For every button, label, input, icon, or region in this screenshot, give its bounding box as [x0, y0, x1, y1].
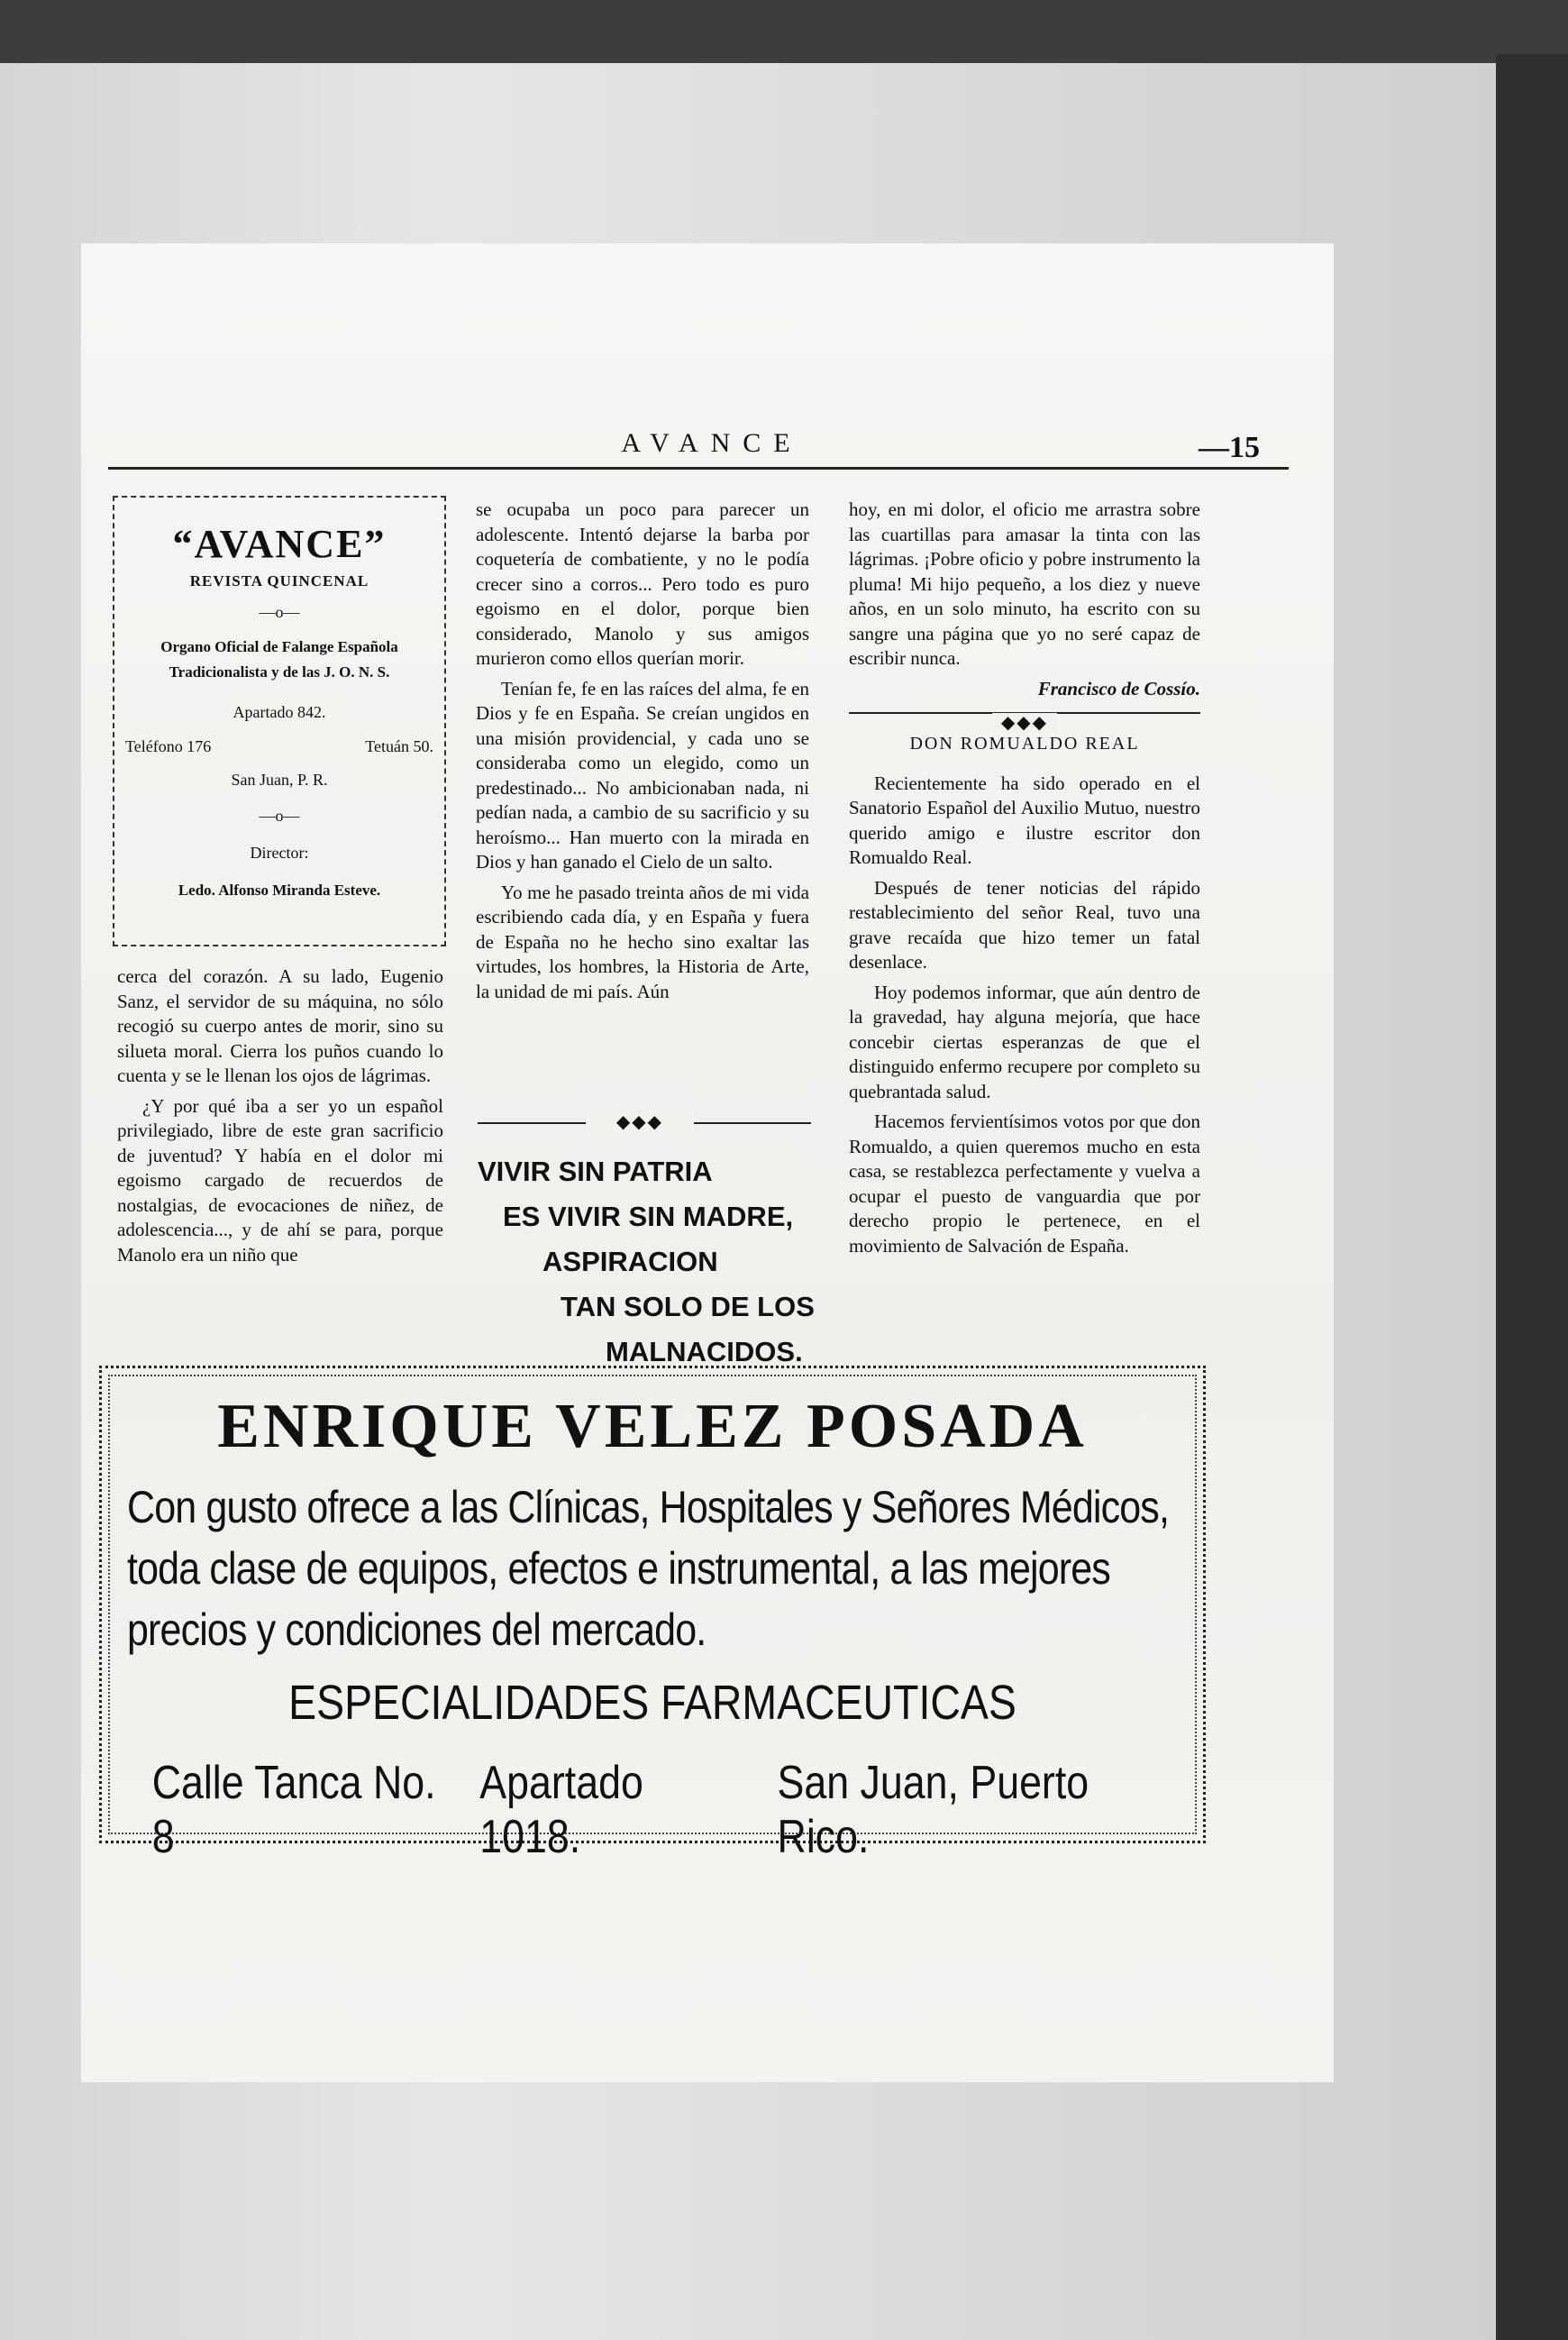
masthead-city: San Juan, P. R.: [231, 771, 328, 789]
column3-paragraph: Hoy podemos informar, que aún dentro de la gravedad, hay alguna mejoría, que hace concebir ciertas esperanzas de que el distinguido enfermo recupere por completo su quebrantada salud.: [849, 981, 1200, 1102]
column2-ornament: ◆◆◆: [586, 1111, 694, 1133]
section-subhead: DON ROMUALDO REAL: [909, 734, 1140, 754]
ad-city: San Juan, Puerto Rico.: [777, 1757, 1089, 1863]
column3-paragraph: Después de tener noticias del rápido restablecimiento del señor Real, tuvo una grave recaída que hizo temer un fatal desenlace.: [849, 876, 1200, 973]
masthead-separator-2: —o—: [259, 807, 300, 825]
masthead-director-label: Director:: [250, 844, 309, 862]
slogan-line: MALNACIDOS.: [606, 1336, 803, 1367]
column3-ornament: ◆◆◆: [992, 713, 1057, 733]
ad-footer: [129, 1756, 1179, 1864]
masthead-subtitle: REVISTA QUINCENAL: [189, 572, 369, 590]
column2-paragraph: Tenían fe, fe en las raíces del alma, fe en Dios y fe en España. Se creían ungidos en una misión providencial, y cada uno se consideraba como un elegido, como un predestinado... No ambicionaban nada, ni pedían nada, a cambio de su sacrificio y su heroísmo... Han muerto con la mirada en Dios y han ganado el Cielo de un salto.: [476, 677, 809, 873]
ad-specialties: ESPECIALIDADES FARMACEUTICAS: [288, 1676, 1016, 1730]
column3-paragraph: Recientemente ha sido operado en el Sanatorio Español del Auxilio Mutuo, nuestro querido amigo e ilustre escritor don Romualdo Real.: [849, 772, 1200, 868]
advertisement-box: [99, 1366, 1206, 1863]
masthead-name: “AVANCE”: [172, 522, 387, 566]
slogan-line: TAN SOLO DE LOS: [561, 1291, 815, 1322]
slogan-block: [478, 1149, 820, 1375]
masthead-contact-row: [114, 737, 444, 756]
ad-title: ENRIQUE VELEZ POSADA: [217, 1392, 1088, 1461]
column3-paragraph: Hacemos fervientísimos votos por que don Romualdo, a quien queremos mucho en esta casa, se restablezca perfectamente y vuelva a ocupar el puesto de vanguardia que por derecho propio le pertenece, en el movimiento de Salvación de España.: [849, 1111, 1200, 1257]
article-column-2: [476, 498, 809, 1010]
column3-paragraph: hoy, en mi dolor, el oficio me arrastra sobre las cuartillas para amasar la tinta con las lágrimas. ¡Pobre oficio y pobre instrumento la pluma! Mi hijo pequeño, a los diez y nueve años, en un solo minuto, ha escrito con su sangre una página que yo no seré capaz de escribir nunca.: [849, 498, 1200, 669]
masthead-box: [113, 496, 446, 946]
ad-street-address: Calle Tanca No. 8: [151, 1757, 436, 1863]
masthead-address: Apartado 842.: [232, 703, 326, 721]
newspaper-page: [81, 243, 1334, 2082]
column1-paragraph: ¿Y por qué iba a ser yo un español privilegiado, libre de este gran sacrificio de juventud? Y había en el dolor mi egoismo cargado de recuerdos de nostalgias, de evocaciones de niñez, de adolescencia..., y de ahí se para, porque Manolo era un niño que: [117, 1094, 443, 1266]
slogan-line: ES VIVIR SIN MADRE,: [503, 1201, 794, 1232]
header-rule: [108, 467, 1289, 470]
column2-paragraph: Yo me he pasado treinta años de mi vida escribiendo cada día, y en España y fuera de España no he hecho sino exaltar las virtudes, los hombres, la Historia de Arte, la unidad de mi país. Aún: [476, 881, 809, 1002]
scan-border-right: [1496, 54, 1568, 2340]
column1-paragraph: cerca del corazón. A su lado, Eugenio Sanz, el servidor de su máquina, no sólo recogió su cuerpo antes de morir, sino su silueta moral. Cierra los puños cuando lo cuenta y se le llenan los ojos de lágrimas.: [117, 965, 443, 1086]
slogan-line: VIVIR SIN PATRIA: [478, 1156, 713, 1187]
article-column-1: [117, 964, 443, 1273]
masthead-organ-line1: Organo Oficial de Falange Española: [160, 638, 398, 655]
masthead-director-name: Ledo. Alfonso Miranda Esteve.: [178, 882, 381, 899]
masthead-phone: Teléfono 176: [125, 737, 212, 755]
ad-postal-box: Apartado 1018.: [479, 1757, 643, 1863]
masthead-separator: —o—: [259, 603, 300, 621]
column2-paragraph: se ocupaba un poco para parecer un adolescente. Intentó dejarse la barba por coquetería de combatiente, y no le podía crecer sino a corros... Pero todo es puro egoismo en el dolor, porque bien considerado, Manolo y sus amigos murieron como ellos querían morir.: [476, 498, 809, 669]
column3-ornament-rule: [849, 712, 1200, 733]
slogan-line: ASPIRACION: [542, 1246, 718, 1277]
ad-body-text: Con gusto ofrece a las Clínicas, Hospitales y Señores Médicos, toda clase de equipos, efectos e instrumental, a las mejores precios y condiciones del mercado.: [127, 1482, 1170, 1655]
page-header-title: AVANCE: [621, 428, 803, 458]
masthead-street: Tetuán 50.: [365, 737, 433, 755]
page-number: —15: [1199, 431, 1260, 464]
article-signature: Francisco de Cossío.: [1037, 677, 1200, 699]
masthead-organ-line2: Tradicionalista y de las J. O. N. S.: [169, 663, 390, 681]
article-column-3: [849, 498, 1200, 1264]
